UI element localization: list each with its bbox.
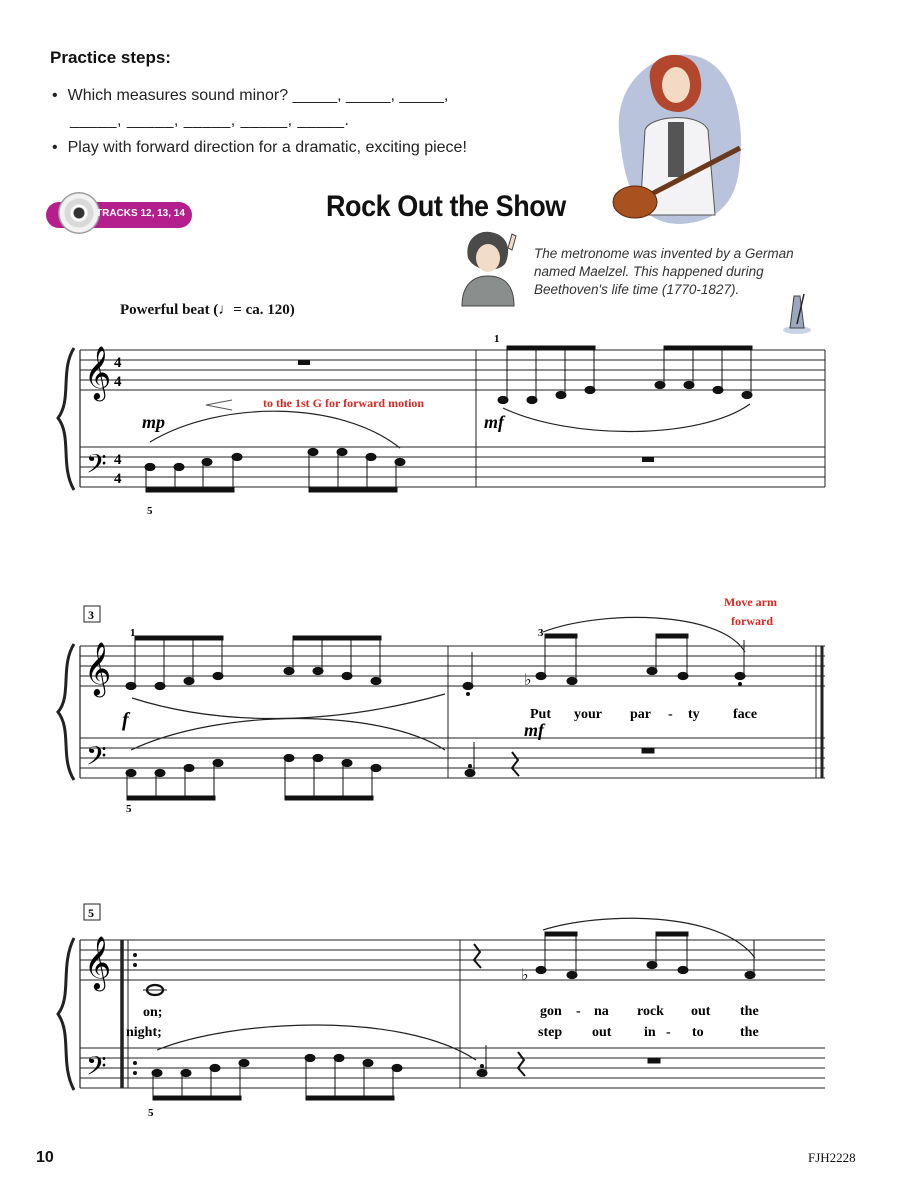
- practice-steps-title: Practice steps:: [50, 48, 171, 67]
- time-sig-bass: 4: [114, 452, 122, 468]
- measure-number-5: 5: [88, 906, 94, 920]
- lyrics-line-1: [540, 1004, 759, 1019]
- barlines: [80, 350, 825, 487]
- measure-number-3: 3: [88, 608, 94, 622]
- barlines: [80, 940, 460, 1088]
- lyric-night: night;: [126, 1025, 162, 1040]
- bass-clef: 𝄢: [86, 1051, 107, 1087]
- dynamic-f: f: [122, 709, 129, 731]
- lyric: ty: [688, 707, 700, 722]
- bass-notes-m6: [477, 1045, 660, 1077]
- forward-note: to the 1st G for forward motion: [263, 396, 425, 410]
- treble-notes-m3: [126, 636, 381, 690]
- lyric: -: [576, 1004, 581, 1019]
- finger-rh-3: 3: [538, 627, 544, 639]
- page-number: 10: [36, 1149, 54, 1166]
- lyric: face: [733, 707, 758, 722]
- crescendo: [206, 400, 232, 410]
- brace: [58, 644, 74, 780]
- slur-treble-m3: [132, 694, 445, 719]
- lyric: Put: [530, 707, 551, 722]
- time-sig-treble: 4: [114, 355, 122, 371]
- lyric: par: [630, 707, 651, 722]
- slur-treble-m2: [503, 404, 750, 432]
- practice-bullet-1: • Which measures sound minor? _____, _____, _____,: [52, 87, 448, 105]
- svg-text:♭: ♭: [524, 672, 532, 689]
- svg-text:♭: ♭: [521, 967, 529, 984]
- bass-notes-m5: [152, 1054, 402, 1100]
- metronome-icon: [782, 288, 812, 336]
- move-arm-1: Move arm: [724, 595, 777, 609]
- slur-treble-m6: [543, 918, 755, 958]
- lyric: to: [692, 1025, 704, 1040]
- time-sig-treble-b: 4: [114, 374, 122, 390]
- system-1: [0, 330, 900, 530]
- finger-rh: 1: [494, 333, 500, 345]
- dynamic-mf: mf: [484, 412, 504, 432]
- lyric: step: [538, 1025, 563, 1040]
- tracks-label: TRACKS 12, 13, 14: [96, 208, 185, 219]
- move-arm-2: forward: [731, 614, 773, 628]
- lyric: rock: [637, 1004, 664, 1019]
- treble-clef: 𝄞: [84, 937, 112, 988]
- catalog-code: FJH2228: [808, 1150, 856, 1165]
- guitarist-illustration: [600, 40, 750, 225]
- treble-notes-m2: [498, 346, 752, 404]
- bass-clef: 𝄢: [86, 741, 107, 777]
- lyric: -: [666, 1025, 671, 1040]
- piece-title: Rock Out the Show: [326, 190, 566, 223]
- treble-clef: 𝄞: [84, 643, 112, 694]
- beethoven-illustration: [450, 228, 525, 308]
- practice-bullet-2: • Play with forward direction for a dramatic, exciting piece!: [52, 139, 467, 157]
- finger-rh-1: 1: [130, 627, 136, 639]
- time-sig-bass-b: 4: [114, 471, 122, 487]
- lyric: out: [592, 1025, 612, 1040]
- brace: [58, 348, 74, 490]
- lyric: na: [594, 1004, 609, 1019]
- bass-notes-m3: [126, 754, 381, 800]
- lyric: gon: [540, 1004, 562, 1019]
- lyrics-line: [530, 707, 757, 722]
- slur-bass-m3: [131, 719, 445, 751]
- whole-rest-2: [642, 457, 654, 462]
- system-3: [0, 900, 900, 1130]
- practice-bullet-1-cont: _____, _____, _____, _____, _____.: [70, 112, 350, 129]
- bass-notes-m4: [465, 742, 654, 777]
- slur-bass-m1: [150, 411, 400, 448]
- lyrics-line-2: [538, 1025, 759, 1040]
- cd-icon: [58, 192, 100, 234]
- staff-lines: [80, 940, 825, 1088]
- whole-rest: [298, 360, 310, 365]
- lyric: your: [574, 707, 602, 722]
- repeat-dots: [133, 953, 137, 1075]
- treble-clef: 𝄞: [84, 347, 112, 398]
- bass-notes-m1: [145, 448, 405, 492]
- finger-lh: 5: [147, 505, 153, 517]
- metronome-fact: The metronome was invented by a German named Maelzel. This happened during Beethoven's life time (1770-1827).: [534, 246, 794, 297]
- lyric: the: [740, 1004, 759, 1019]
- bass-clef: 𝄢: [86, 449, 107, 485]
- dynamic-mp: mp: [142, 412, 166, 432]
- dynamic-mf: mf: [524, 720, 544, 740]
- slur-bass-m5: [157, 1025, 476, 1060]
- lyric: out: [691, 1004, 711, 1019]
- tempo-marking: Powerful beat (♩= ca. 120): [120, 302, 295, 318]
- lyric: in: [644, 1025, 656, 1040]
- brace: [58, 938, 74, 1090]
- lyric: the: [740, 1025, 759, 1040]
- lyric-on: on;: [143, 1005, 163, 1020]
- staff-lines: [80, 350, 825, 487]
- finger-lh: 5: [148, 1107, 154, 1119]
- finger-lh: 5: [126, 803, 132, 815]
- lyric: -: [668, 707, 673, 722]
- system-2: [0, 590, 900, 830]
